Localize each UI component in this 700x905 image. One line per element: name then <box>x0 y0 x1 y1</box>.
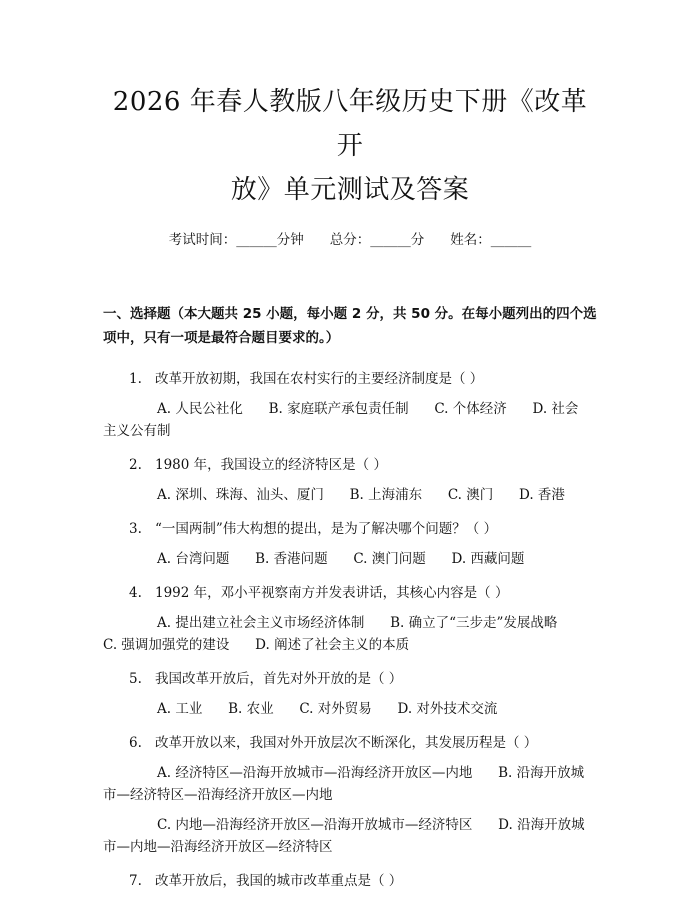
options-line: A. 深圳、珠海、汕头、厦门 B. 上海浦东 C. 澳门 D. 香港 <box>157 487 565 503</box>
question-stem: 改革开放以来，我国对外开放层次不断深化，其发展历程是（ ） <box>155 735 538 751</box>
question-number: 1. <box>129 371 142 387</box>
question-number: 4. <box>129 585 142 601</box>
question-stem: 1992 年，邓小平视察南方并发表讲话，其核心内容是（ ） <box>155 585 509 601</box>
options-line: A. 提出建立社会主义市场经济体制 B. 确立了“三步走”发展战略 <box>157 615 558 631</box>
options-line: A. 人民公社化 B. 家庭联产承包责任制 C. 个体经济 D. 社会 <box>157 401 579 417</box>
question-1-options <box>103 398 597 442</box>
options-line: A. 台湾问题 B. 香港问题 C. 澳门问题 D. 西藏问题 <box>157 551 525 567</box>
options-line: C. 强调加强党的建设 D. 阐述了社会主义的本质 <box>103 637 410 653</box>
question-stem: 改革开放后，我国的城市改革重点是（ ） <box>155 873 403 889</box>
question-1 <box>103 368 597 390</box>
question-7 <box>103 870 597 892</box>
question-number: 3. <box>129 521 142 537</box>
question-3-options <box>103 548 597 570</box>
question-number: 7. <box>129 873 142 889</box>
title-line-2: 放》单元测试及答案 <box>230 175 470 205</box>
question-stem: 我国改革开放后，首先对外开放的是（ ） <box>155 671 403 687</box>
question-6-options-continued <box>103 814 597 858</box>
question-6 <box>103 732 597 754</box>
question-number: 5. <box>129 671 142 687</box>
question-4 <box>103 582 597 604</box>
options-line: 市—经济特区—沿海经济开放区—内地 <box>103 787 333 803</box>
document-title <box>103 0 597 212</box>
options-line: A. 工业 B. 农业 C. 对外贸易 D. 对外技术交流 <box>157 701 498 717</box>
student-name-field: 姓名：______ <box>450 232 532 248</box>
question-stem: “一国两制”伟大构想的提出，是为了解决哪个问题？（ ） <box>155 521 498 537</box>
options-line: 主义公有制 <box>103 423 171 439</box>
question-4-options <box>103 612 597 656</box>
options-line: 市—内地—沿海经济开放区—经济特区 <box>103 839 333 855</box>
section-1-heading-line-2: 项中，只有一项是最符合题目要求的。） <box>103 330 340 346</box>
section-1-heading <box>103 302 597 350</box>
section-1-heading-line-1: 一、选择题（本大题共 25 小题，每小题 2 分，共 50 分。在每小题列出的四个选 <box>103 306 597 322</box>
question-2 <box>103 454 597 476</box>
question-6-options <box>103 762 597 806</box>
question-2-options <box>103 484 597 506</box>
options-line: C. 内地—沿海经济开放区—沿海开放城市—经济特区 D. 沿海开放城 <box>157 817 585 833</box>
exam-meta <box>103 230 597 250</box>
question-stem: 改革开放初期，我国在农村实行的主要经济制度是（ ） <box>155 371 484 387</box>
question-number: 2. <box>129 457 142 473</box>
question-stem: 1980 年，我国设立的经济特区是（ ） <box>155 457 387 473</box>
exam-time-field: 考试时间：______分钟 <box>168 232 304 248</box>
question-number: 6. <box>129 735 142 751</box>
title-line-1: 2026 年春人教版八年级历史下册《改革开 <box>112 87 588 161</box>
total-score-field: 总分：______分 <box>329 232 425 248</box>
options-line: A. 经济特区—沿海开放城市—沿海经济开放区—内地 B. 沿海开放城 <box>157 765 585 781</box>
question-5 <box>103 668 597 690</box>
question-5-options <box>103 698 597 720</box>
question-3 <box>103 518 597 540</box>
